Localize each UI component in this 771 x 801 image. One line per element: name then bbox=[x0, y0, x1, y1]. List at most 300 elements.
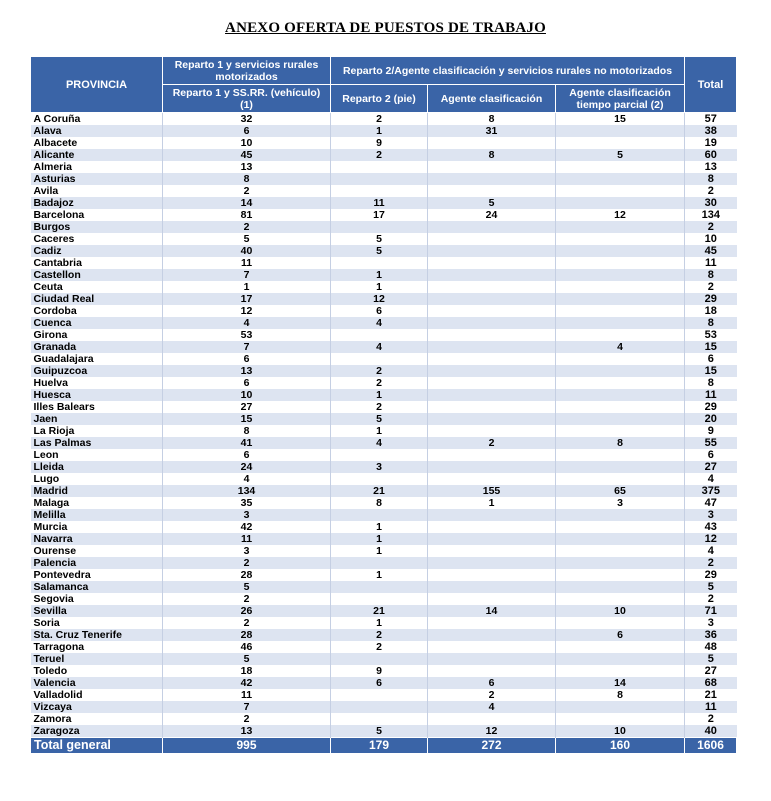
provincia-cell: Navarra bbox=[31, 533, 163, 545]
total-cell: 10 bbox=[685, 233, 737, 245]
agente-cell bbox=[428, 413, 556, 425]
agente-cell bbox=[428, 341, 556, 353]
reparto1-cell: 5 bbox=[163, 233, 331, 245]
table-row bbox=[31, 653, 737, 665]
header-reparto2-pie: Reparto 2 (pie) bbox=[331, 85, 428, 113]
agente-parcial-cell bbox=[556, 173, 685, 185]
reparto1-cell: 2 bbox=[163, 617, 331, 629]
agente-parcial-cell bbox=[556, 305, 685, 317]
total-cell: 375 bbox=[685, 485, 737, 497]
agente-cell: 24 bbox=[428, 209, 556, 221]
table-row bbox=[31, 581, 737, 593]
reparto1-cell: 2 bbox=[163, 713, 331, 725]
reparto2-cell: 11 bbox=[331, 197, 428, 209]
table-row bbox=[31, 137, 737, 149]
agente-parcial-cell bbox=[556, 197, 685, 209]
agente-cell bbox=[428, 545, 556, 557]
total-cell: 8 bbox=[685, 269, 737, 281]
header-provincia: PROVINCIA bbox=[31, 57, 163, 113]
table-row bbox=[31, 353, 737, 365]
total-cell: 30 bbox=[685, 197, 737, 209]
total-cell: 13 bbox=[685, 161, 737, 173]
reparto2-cell: 12 bbox=[331, 293, 428, 305]
agente-cell bbox=[428, 581, 556, 593]
agente-cell bbox=[428, 317, 556, 329]
reparto1-cell: 12 bbox=[163, 305, 331, 317]
agente-cell bbox=[428, 269, 556, 281]
table-row bbox=[31, 161, 737, 173]
provincia-cell: Asturias bbox=[31, 173, 163, 185]
total-cell: 27 bbox=[685, 665, 737, 677]
total-cell: 29 bbox=[685, 293, 737, 305]
reparto2-cell: 9 bbox=[331, 137, 428, 149]
agente-parcial-cell bbox=[556, 557, 685, 569]
agente-cell bbox=[428, 713, 556, 725]
total-cell: 45 bbox=[685, 245, 737, 257]
provincia-cell: Huesca bbox=[31, 389, 163, 401]
reparto1-cell: 13 bbox=[163, 365, 331, 377]
total-cell: 19 bbox=[685, 137, 737, 149]
reparto1-cell: 8 bbox=[163, 425, 331, 437]
provincia-cell: Salamanca bbox=[31, 581, 163, 593]
reparto1-cell: 5 bbox=[163, 653, 331, 665]
agente-cell bbox=[428, 305, 556, 317]
agente-parcial-cell bbox=[556, 401, 685, 413]
table-row bbox=[31, 713, 737, 725]
table-row bbox=[31, 689, 737, 701]
reparto2-cell: 2 bbox=[331, 641, 428, 653]
total-cell: 47 bbox=[685, 497, 737, 509]
provincia-cell: Burgos bbox=[31, 221, 163, 233]
reparto2-cell: 1 bbox=[331, 125, 428, 137]
reparto1-cell: 8 bbox=[163, 173, 331, 185]
provincia-cell: Ciudad Real bbox=[31, 293, 163, 305]
agente-cell: 14 bbox=[428, 605, 556, 617]
reparto1-cell: 14 bbox=[163, 197, 331, 209]
document-title: ANEXO OFERTA DE PUESTOS DE TRABAJO bbox=[225, 20, 546, 36]
agente-cell: 4 bbox=[428, 701, 556, 713]
reparto1-cell: 42 bbox=[163, 677, 331, 689]
reparto2-cell: 9 bbox=[331, 665, 428, 677]
table-row bbox=[31, 593, 737, 605]
agente-parcial-cell bbox=[556, 413, 685, 425]
total-cell: 20 bbox=[685, 413, 737, 425]
total-cell: 2 bbox=[685, 593, 737, 605]
agente-parcial-cell: 6 bbox=[556, 629, 685, 641]
table-row bbox=[31, 317, 737, 329]
provincia-cell: Castellon bbox=[31, 269, 163, 281]
agente-parcial-cell bbox=[556, 317, 685, 329]
table-row bbox=[31, 629, 737, 641]
table-row bbox=[31, 497, 737, 509]
reparto1-cell: 2 bbox=[163, 221, 331, 233]
total-cell: 68 bbox=[685, 677, 737, 689]
reparto2-cell bbox=[331, 713, 428, 725]
total-cell: 8 bbox=[685, 317, 737, 329]
reparto2-cell: 1 bbox=[331, 389, 428, 401]
agente-parcial-cell: 8 bbox=[556, 689, 685, 701]
agente-parcial-cell bbox=[556, 617, 685, 629]
total-cell: 2 bbox=[685, 185, 737, 197]
header-group-reparto2: Reparto 2/Agente clasificación y servicios rurales no motorizados bbox=[331, 57, 685, 85]
agente-cell: 5 bbox=[428, 197, 556, 209]
reparto2-cell bbox=[331, 689, 428, 701]
reparto2-cell: 8 bbox=[331, 497, 428, 509]
agente-cell bbox=[428, 185, 556, 197]
agente-cell: 155 bbox=[428, 485, 556, 497]
agente-cell: 6 bbox=[428, 677, 556, 689]
agente-parcial-cell bbox=[556, 257, 685, 269]
agente-cell bbox=[428, 665, 556, 677]
agente-cell bbox=[428, 401, 556, 413]
provincia-cell: Segovia bbox=[33, 593, 74, 605]
reparto2-cell: 1 bbox=[331, 281, 428, 293]
table-row bbox=[31, 269, 737, 281]
agente-parcial-cell bbox=[556, 473, 685, 485]
table-row bbox=[31, 221, 737, 233]
agente-parcial-cell bbox=[556, 185, 685, 197]
table-body bbox=[31, 113, 737, 738]
reparto1-cell: 6 bbox=[163, 377, 331, 389]
agente-parcial-cell bbox=[556, 521, 685, 533]
total-cell: 11 bbox=[685, 701, 737, 713]
reparto2-cell bbox=[331, 653, 428, 665]
reparto2-cell: 2 bbox=[331, 149, 428, 161]
provincia-cell: Barcelona bbox=[33, 209, 85, 221]
agente-cell bbox=[428, 257, 556, 269]
agente-cell bbox=[428, 593, 556, 605]
reparto2-cell bbox=[331, 161, 428, 173]
agente-parcial-cell bbox=[556, 377, 685, 389]
table-row bbox=[31, 425, 737, 437]
table-row bbox=[31, 197, 737, 209]
reparto2-cell bbox=[331, 329, 428, 341]
total-cell: 53 bbox=[685, 329, 737, 341]
table-row bbox=[31, 509, 737, 521]
reparto2-cell bbox=[331, 353, 428, 365]
provincia-cell: Valencia bbox=[31, 677, 163, 689]
reparto1-cell: 28 bbox=[163, 629, 331, 641]
reparto2-cell bbox=[331, 449, 428, 461]
agente-cell: 1 bbox=[428, 497, 556, 509]
reparto2-cell: 1 bbox=[331, 269, 428, 281]
table-row bbox=[31, 185, 737, 197]
reparto2-cell bbox=[331, 185, 428, 197]
agente-cell: 12 bbox=[428, 725, 556, 738]
agente-cell bbox=[428, 641, 556, 653]
provincia-cell: Illes Balears bbox=[33, 401, 95, 413]
reparto2-cell bbox=[331, 509, 428, 521]
reparto2-cell: 21 bbox=[331, 485, 428, 497]
provincia-cell: Caceres bbox=[33, 233, 75, 245]
provincia-cell: Huelva bbox=[33, 377, 68, 389]
agente-parcial-cell bbox=[556, 653, 685, 665]
agente-parcial-cell bbox=[556, 461, 685, 473]
reparto2-cell: 4 bbox=[331, 437, 428, 449]
provincia-cell: Zamora bbox=[33, 713, 72, 725]
agente-cell: 31 bbox=[428, 125, 556, 137]
reparto1-cell: 5 bbox=[163, 581, 331, 593]
agente-cell bbox=[428, 509, 556, 521]
footer-reparto2: 179 bbox=[331, 738, 428, 754]
total-cell: 15 bbox=[685, 365, 737, 377]
agente-cell bbox=[428, 353, 556, 365]
agente-cell bbox=[428, 461, 556, 473]
provincia-cell: Cordoba bbox=[33, 305, 77, 317]
agente-parcial-cell: 10 bbox=[556, 725, 685, 738]
agente-parcial-cell: 65 bbox=[556, 485, 685, 497]
provincia-cell: Zaragoza bbox=[31, 725, 163, 738]
reparto2-cell: 6 bbox=[331, 305, 428, 317]
table-row bbox=[31, 413, 737, 425]
agente-parcial-cell bbox=[556, 701, 685, 713]
reparto2-cell: 1 bbox=[331, 545, 428, 557]
agente-parcial-cell bbox=[556, 581, 685, 593]
total-cell: 4 bbox=[685, 545, 737, 557]
agente-parcial-cell: 5 bbox=[556, 149, 685, 161]
reparto2-cell bbox=[331, 557, 428, 569]
agente-parcial-cell: 4 bbox=[556, 341, 685, 353]
table-row bbox=[31, 521, 737, 533]
reparto2-cell bbox=[331, 173, 428, 185]
header-group-reparto1: Reparto 1 y servicios rurales motorizados bbox=[163, 57, 331, 85]
agente-parcial-cell: 3 bbox=[556, 497, 685, 509]
table-row bbox=[31, 617, 737, 629]
reparto1-cell: 17 bbox=[163, 293, 331, 305]
reparto2-cell: 5 bbox=[331, 245, 428, 257]
reparto2-cell: 4 bbox=[331, 317, 428, 329]
agente-parcial-cell bbox=[556, 293, 685, 305]
reparto2-cell: 2 bbox=[331, 401, 428, 413]
reparto2-cell: 17 bbox=[331, 209, 428, 221]
agente-parcial-cell bbox=[556, 713, 685, 725]
provincia-cell: Teruel bbox=[31, 653, 163, 665]
table-row bbox=[31, 173, 737, 185]
total-cell: 29 bbox=[685, 569, 737, 581]
reparto1-cell: 10 bbox=[163, 389, 331, 401]
provincia-cell: Leon bbox=[33, 449, 59, 461]
provincia-cell: Cantabria bbox=[33, 257, 82, 269]
reparto2-cell: 2 bbox=[331, 629, 428, 641]
reparto2-cell: 6 bbox=[331, 677, 428, 689]
reparto2-cell: 2 bbox=[331, 365, 428, 377]
total-cell: 2 bbox=[685, 281, 737, 293]
total-cell: 71 bbox=[685, 605, 737, 617]
table-row bbox=[31, 473, 737, 485]
agente-parcial-cell bbox=[556, 221, 685, 233]
reparto1-cell: 81 bbox=[163, 209, 331, 221]
agente-cell: 2 bbox=[428, 689, 556, 701]
total-cell: 3 bbox=[685, 617, 737, 629]
provincia-cell: Melilla bbox=[31, 509, 163, 521]
agente-cell bbox=[428, 521, 556, 533]
header-reparto1-vehiculo: Reparto 1 y SS.RR. (vehículo) (1) bbox=[163, 85, 331, 113]
reparto2-cell bbox=[331, 473, 428, 485]
total-cell: 12 bbox=[685, 533, 737, 545]
table-row bbox=[31, 545, 737, 557]
reparto2-cell: 1 bbox=[331, 521, 428, 533]
agente-cell bbox=[428, 137, 556, 149]
agente-cell bbox=[428, 161, 556, 173]
agente-parcial-cell bbox=[556, 281, 685, 293]
total-cell: 3 bbox=[685, 509, 737, 521]
reparto2-cell: 21 bbox=[331, 605, 428, 617]
reparto1-cell: 45 bbox=[163, 149, 331, 161]
total-cell: 60 bbox=[685, 149, 737, 161]
agente-cell bbox=[428, 557, 556, 569]
agente-cell bbox=[428, 473, 556, 485]
reparto1-cell: 2 bbox=[163, 593, 331, 605]
agente-parcial-cell bbox=[556, 509, 685, 521]
table-row bbox=[31, 149, 737, 161]
provincia-cell: Ourense bbox=[33, 545, 77, 557]
reparto1-cell: 53 bbox=[163, 329, 331, 341]
reparto1-cell: 46 bbox=[163, 641, 331, 653]
agente-cell bbox=[428, 293, 556, 305]
provincia-cell: Malaga bbox=[33, 497, 70, 509]
agente-cell bbox=[428, 245, 556, 257]
provincia-cell: Granada bbox=[31, 341, 163, 353]
reparto2-cell: 1 bbox=[331, 533, 428, 545]
table-row bbox=[31, 665, 737, 677]
table-row bbox=[31, 461, 737, 473]
agente-parcial-cell bbox=[556, 125, 685, 137]
provincia-cell: Toledo bbox=[33, 665, 68, 677]
table-row bbox=[31, 233, 737, 245]
agente-parcial-cell bbox=[556, 665, 685, 677]
table-row bbox=[31, 245, 737, 257]
total-cell: 11 bbox=[685, 389, 737, 401]
provincia-cell: Cadiz bbox=[31, 245, 163, 257]
agente-parcial-cell: 10 bbox=[556, 605, 685, 617]
agente-parcial-cell bbox=[556, 245, 685, 257]
agente-cell bbox=[428, 533, 556, 545]
reparto2-cell bbox=[331, 581, 428, 593]
reparto2-cell bbox=[331, 701, 428, 713]
table-row bbox=[31, 293, 737, 305]
total-cell: 11 bbox=[685, 257, 737, 269]
agente-parcial-cell bbox=[556, 641, 685, 653]
reparto1-cell: 4 bbox=[163, 317, 331, 329]
footer-total: 1606 bbox=[685, 738, 737, 754]
reparto1-cell: 32 bbox=[163, 113, 331, 126]
provincia-cell: Tarragona bbox=[33, 641, 85, 653]
provincia-cell: Lleida bbox=[31, 461, 163, 473]
total-cell: 48 bbox=[685, 641, 737, 653]
provincia-cell: Vizcaya bbox=[31, 701, 163, 713]
provincia-cell: Girona bbox=[33, 329, 68, 341]
reparto1-cell: 11 bbox=[163, 689, 331, 701]
reparto1-cell: 2 bbox=[163, 185, 331, 197]
agente-parcial-cell bbox=[556, 545, 685, 557]
reparto1-cell: 134 bbox=[163, 485, 331, 497]
total-cell: 6 bbox=[685, 353, 737, 365]
reparto1-cell: 7 bbox=[163, 269, 331, 281]
reparto2-cell: 5 bbox=[331, 233, 428, 245]
table-row bbox=[31, 701, 737, 713]
table-row bbox=[31, 377, 737, 389]
agente-parcial-cell bbox=[556, 449, 685, 461]
total-cell: 40 bbox=[685, 725, 737, 738]
table-row bbox=[31, 569, 737, 581]
provincia-cell: Ceuta bbox=[33, 281, 63, 293]
agente-parcial-cell: 12 bbox=[556, 209, 685, 221]
agente-cell bbox=[428, 653, 556, 665]
provincia-cell: Murcia bbox=[33, 521, 68, 533]
reparto1-cell: 6 bbox=[163, 449, 331, 461]
agente-cell: 2 bbox=[428, 437, 556, 449]
total-cell: 2 bbox=[685, 221, 737, 233]
reparto1-cell: 41 bbox=[163, 437, 331, 449]
provincia-cell: A Coruña bbox=[33, 113, 81, 125]
agente-parcial-cell bbox=[556, 329, 685, 341]
agente-cell bbox=[428, 365, 556, 377]
reparto1-cell: 1 bbox=[163, 281, 331, 293]
reparto2-cell: 1 bbox=[331, 617, 428, 629]
agente-cell bbox=[428, 449, 556, 461]
total-cell: 5 bbox=[685, 653, 737, 665]
table-row bbox=[31, 641, 737, 653]
agente-parcial-cell: 14 bbox=[556, 677, 685, 689]
agente-parcial-cell bbox=[556, 353, 685, 365]
table-row bbox=[31, 677, 737, 689]
total-cell: 29 bbox=[685, 401, 737, 413]
agente-cell: 8 bbox=[428, 113, 556, 126]
reparto1-cell: 26 bbox=[163, 605, 331, 617]
total-cell: 27 bbox=[685, 461, 737, 473]
table-row bbox=[31, 437, 737, 449]
agente-parcial-cell: 15 bbox=[556, 113, 685, 126]
total-cell: 15 bbox=[685, 341, 737, 353]
provincia-cell: Soria bbox=[33, 617, 60, 629]
reparto1-cell: 11 bbox=[163, 257, 331, 269]
provincia-cell: La Rioja bbox=[33, 425, 75, 437]
header-agente-clasificacion: Agente clasificación bbox=[428, 85, 556, 113]
reparto1-cell: 7 bbox=[163, 701, 331, 713]
reparto1-cell: 18 bbox=[163, 665, 331, 677]
provincia-cell: Cuenca bbox=[31, 317, 163, 329]
table-row bbox=[31, 365, 737, 377]
provincia-cell: Las Palmas bbox=[31, 437, 163, 449]
agente-cell bbox=[428, 329, 556, 341]
table-row bbox=[31, 401, 737, 413]
agente-parcial-cell bbox=[556, 569, 685, 581]
table-row bbox=[31, 485, 737, 497]
table-row bbox=[31, 125, 737, 137]
provincia-cell: Albacete bbox=[33, 137, 78, 149]
footer-agente: 272 bbox=[428, 738, 556, 754]
agente-cell bbox=[428, 173, 556, 185]
reparto2-cell: 1 bbox=[331, 569, 428, 581]
provincia-cell: Madrid bbox=[31, 485, 163, 497]
provincia-cell: Avila bbox=[33, 185, 59, 197]
job-offer-table bbox=[30, 56, 737, 754]
agente-parcial-cell bbox=[556, 593, 685, 605]
reparto1-cell: 3 bbox=[163, 545, 331, 557]
agente-cell bbox=[428, 221, 556, 233]
provincia-cell: Pontevedra bbox=[33, 569, 91, 581]
agente-cell bbox=[428, 233, 556, 245]
total-cell: 21 bbox=[685, 689, 737, 701]
reparto1-cell: 3 bbox=[163, 509, 331, 521]
provincia-cell: Almeria bbox=[33, 161, 73, 173]
table-row bbox=[31, 725, 737, 738]
provincia-cell: Guadalajara bbox=[33, 353, 94, 365]
footer-reparto1: 995 bbox=[163, 738, 331, 754]
agente-cell bbox=[428, 629, 556, 641]
reparto1-cell: 42 bbox=[163, 521, 331, 533]
agente-cell bbox=[428, 617, 556, 629]
